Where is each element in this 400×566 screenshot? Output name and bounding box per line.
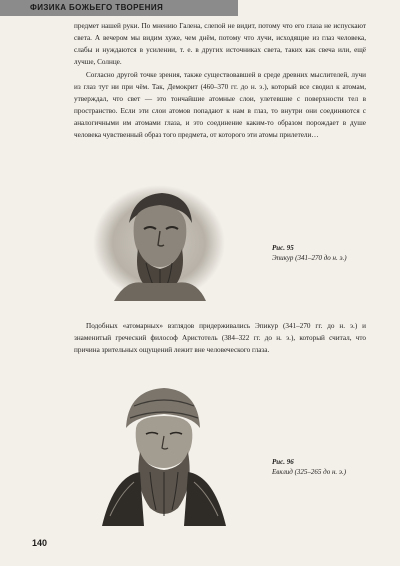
running-header-title: ФИЗИКА БОЖЬЕГО ТВОРЕНИЯ xyxy=(30,3,164,12)
paragraph-3: Подобных «атомарных» взглядов придерживались Эпикур (341–270 гг. до н. э.) и знаменитый греческий философ Аристотель (384–322 гг. до н. э.), который считал, что причина зрительных ощущений лежит вне человеческого глаза. xyxy=(74,322,366,354)
figure-95-number: Рис. 95 xyxy=(272,244,294,252)
figure-95-caption xyxy=(272,243,392,263)
paragraph-2: Согласно другой точке зрения, также существовавшей в среде древних мыслителей, лучи из глаз тут ни при чём. Так, Демокрит (460–370 гг. до н. э.), который все сводил к атомам, утверждал, что свет — это тончайшие атомные слои, улетевшие с поверхности тел в пространство. Если эти слои атомов попадают к нам в глаз, то внутри они соединяются с аналогичными им атомами глаза, и это соединение каким-то образом порождает в душе человека чувственный образ того предмета, от которого эти атомы прилетели… xyxy=(74,71,366,139)
figure-96-caption xyxy=(272,457,392,477)
figure-96-description: Евклид (325–265 до н. э.) xyxy=(272,468,347,476)
figure-95-description: Эпикур (341–270 до н. э.) xyxy=(272,254,347,262)
figure-96-euclid-portrait xyxy=(74,376,244,526)
paragraph-1: предмет нашей руки. По мнению Галена, слепой не видит, потому что его глаза не испускают света. А вечером мы видим хуже, чем днём, потому что лучи, исходящие из глаз человека, слабы и нуждаются в усилении, т. е. в других источниках света, таких как свеча или, ещё лучше, Солнце. xyxy=(74,22,366,66)
page-number: 140 xyxy=(32,538,48,548)
running-header xyxy=(0,0,238,16)
figure-95-epicurus-portrait xyxy=(74,183,244,303)
figure-96-number: Рис. 96 xyxy=(272,458,294,466)
